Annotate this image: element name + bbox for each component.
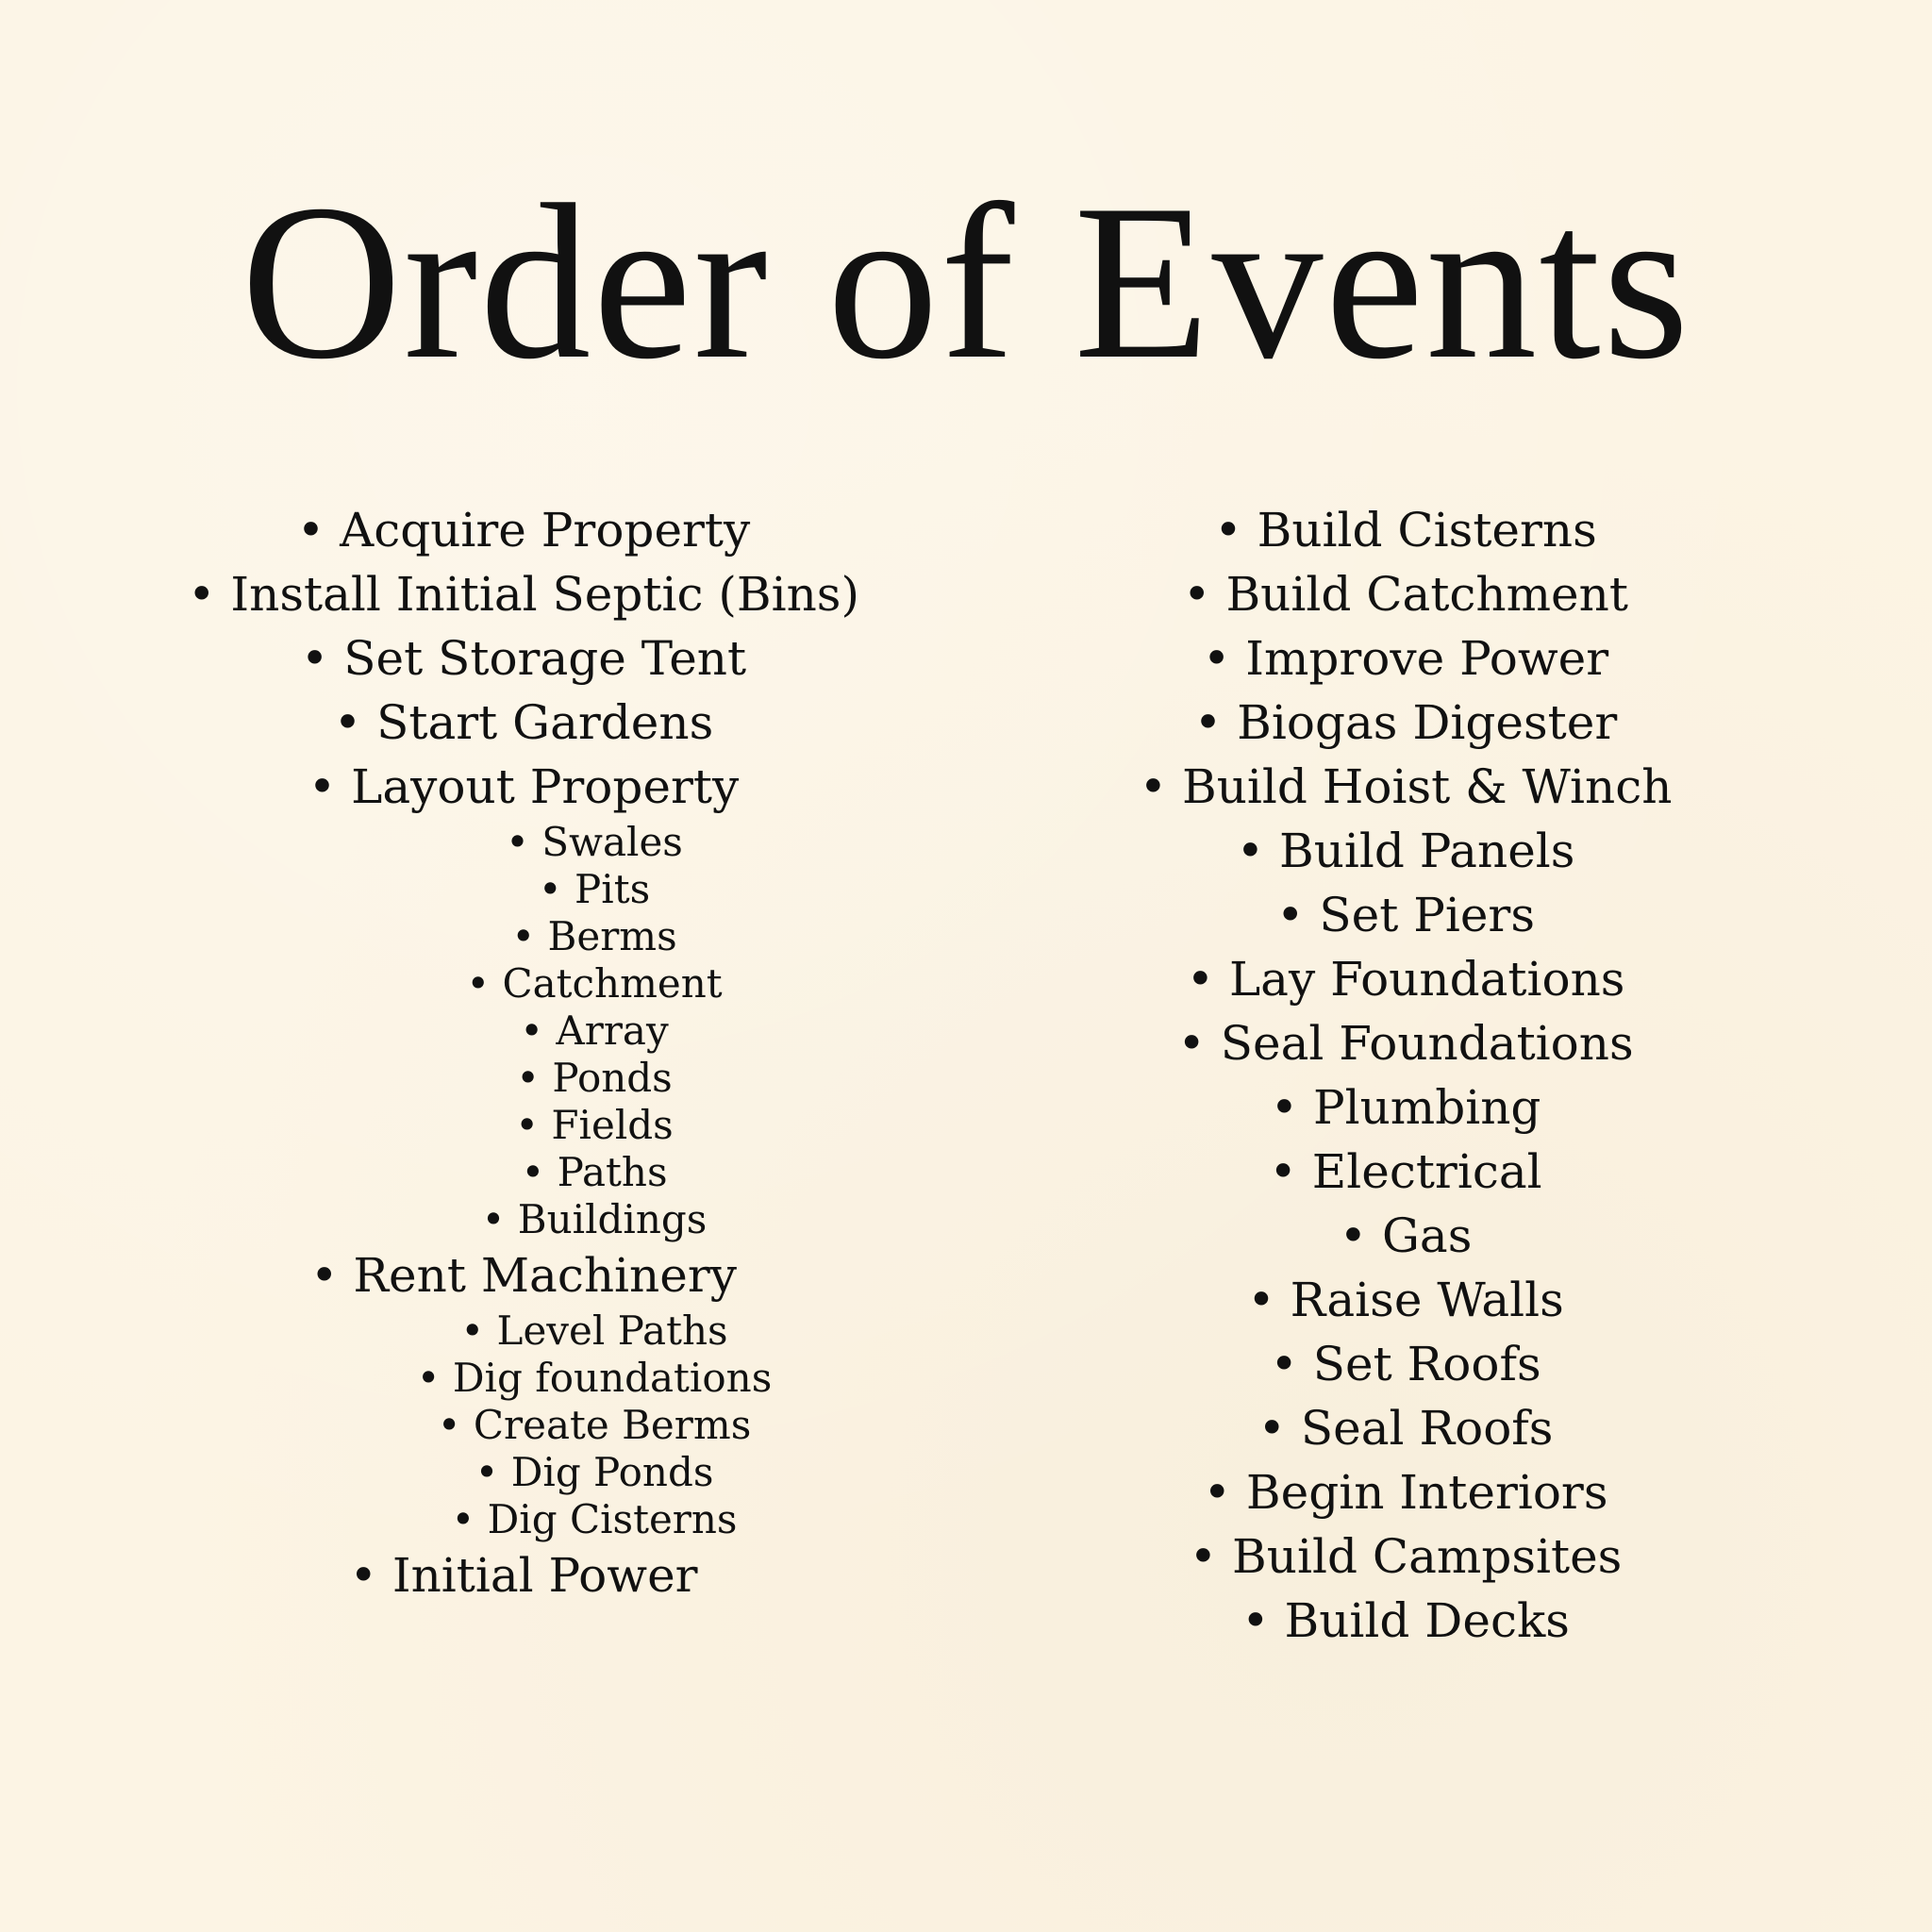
event-item: • Set Piers [1009, 883, 1802, 947]
event-item: • Seal Roofs [1009, 1396, 1802, 1460]
event-item: • Begin Interiors [1009, 1460, 1802, 1524]
page-title: Order of Events [241, 159, 1691, 406]
event-item: • Build Campsites [1009, 1524, 1802, 1589]
event-subitem: • Ponds [142, 1055, 972, 1102]
event-subitem: • Berms [142, 913, 972, 960]
event-item: • Plumbing [1009, 1075, 1802, 1140]
event-item: • Rent Machinery [142, 1243, 972, 1307]
event-item: • Set Roofs [1009, 1332, 1802, 1396]
event-subitem: • Catchment [142, 960, 972, 1008]
event-item: • Build Decks [1009, 1589, 1802, 1653]
event-subitem: • Dig foundations [142, 1355, 972, 1402]
event-item: • Install Initial Septic (Bins) [142, 562, 972, 626]
event-item: • Raise Walls [1009, 1268, 1802, 1332]
event-item: • Build Panels [1009, 819, 1802, 883]
event-subitem: • Level Paths [142, 1307, 972, 1355]
event-item: • Acquire Property [142, 498, 972, 562]
event-subitem: • Buildings [142, 1196, 972, 1243]
right-event-list [1009, 498, 1802, 1653]
event-subitem: • Create Berms [142, 1402, 972, 1449]
event-item: • Electrical [1009, 1140, 1802, 1204]
event-item: • Layout Property [142, 755, 972, 819]
event-subitem: • Swales [142, 819, 972, 866]
event-subitem: • Dig Cisterns [142, 1496, 972, 1543]
event-item: • Build Cisterns [1009, 498, 1802, 562]
event-item: • Seal Foundations [1009, 1011, 1802, 1075]
event-item: • Gas [1009, 1204, 1802, 1268]
event-item: • Start Gardens [142, 691, 972, 755]
event-subitem: • Pits [142, 866, 972, 913]
event-item: • Biogas Digester [1009, 691, 1802, 755]
event-subitem: • Array [142, 1008, 972, 1055]
event-subitem: • Paths [142, 1149, 972, 1196]
event-item: • Lay Foundations [1009, 947, 1802, 1011]
event-item: • Initial Power [142, 1543, 972, 1607]
event-item: • Build Catchment [1009, 562, 1802, 626]
event-subitem: • Dig Ponds [142, 1449, 972, 1496]
left-event-list [142, 498, 972, 1607]
event-item: • Set Storage Tent [142, 626, 972, 691]
event-subitem: • Fields [142, 1102, 972, 1149]
event-item: • Build Hoist & Winch [1009, 755, 1802, 819]
event-item: • Improve Power [1009, 626, 1802, 691]
